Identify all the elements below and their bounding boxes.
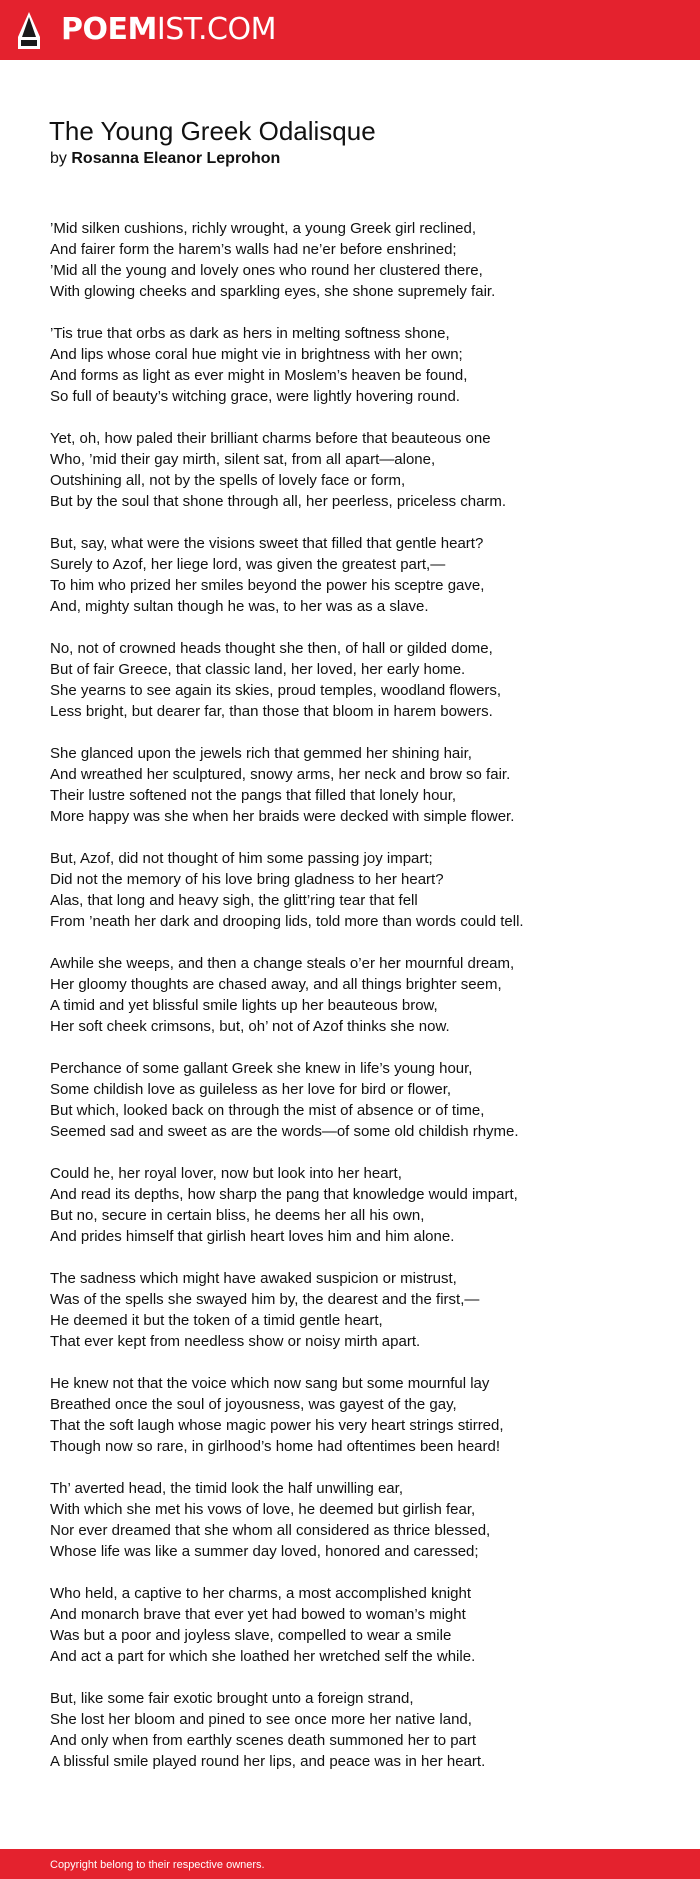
poem-stanza	[50, 1373, 524, 1457]
poem-line: She lost her bloom and pined to see once more her native land,	[50, 1711, 472, 1728]
poem-line: But no, secure in certain bliss, he deems her all his own,	[50, 1207, 425, 1224]
poem-line: So full of beauty’s witching grace, were lightly hovering round.	[50, 388, 460, 405]
poem-line: And act a part for which she loathed her wretched self the while.	[50, 1648, 476, 1665]
poem-line: Some childish love as guileless as her love for bird or flower,	[50, 1081, 452, 1098]
poem-line: He deemed it but the token of a timid gentle heart,	[50, 1312, 383, 1329]
poem-line: That ever kept from needless show or noisy mirth apart.	[50, 1333, 421, 1350]
poem-title: The Young Greek Odalisque	[49, 116, 376, 146]
poem-line: More happy was she when her braids were decked with simple flower.	[50, 808, 515, 825]
poem-body	[50, 218, 524, 1793]
poem-line: Could he, her royal lover, now but look into her heart,	[50, 1165, 402, 1182]
poem-line: ’Tis true that orbs as dark as hers in melting softness shone,	[50, 325, 450, 342]
poem-line: Nor ever dreamed that she whom all considered as thrice blessed,	[50, 1522, 491, 1539]
poem-stanza	[50, 638, 524, 722]
poem-line: Less bright, but dearer far, than those that bloom in harem bowers.	[50, 703, 493, 720]
poem-line: Th’ averted head, the timid look the half unwilling ear,	[50, 1480, 403, 1497]
poem-stanza	[50, 1163, 524, 1247]
poem-line: The sadness which might have awaked suspicion or mistrust,	[50, 1270, 457, 1287]
poem-line: Awhile she weeps, and then a change steals o’er her mournful dream,	[50, 955, 515, 972]
poem-line: Seemed sad and sweet as are the words—of some old childish rhyme.	[50, 1123, 519, 1140]
poem-stanza	[50, 743, 524, 827]
poem-line: But, like some fair exotic brought unto a foreign strand,	[50, 1690, 414, 1707]
poem-line: Her soft cheek crimsons, but, oh’ not of Azof thinks she now.	[50, 1018, 450, 1035]
poem-line: That the soft laugh whose magic power his very heart strings stirred,	[50, 1417, 504, 1434]
poem-author: Rosanna Eleanor Leprohon	[71, 150, 281, 167]
site-logo[interactable]	[61, 12, 276, 48]
poem-line: A timid and yet blissful smile lights up her beauteous brow,	[50, 997, 438, 1014]
poem-line: But, say, what were the visions sweet that filled that gentle heart?	[50, 535, 484, 552]
poem-line: Was but a poor and joyless slave, compelled to wear a smile	[50, 1627, 452, 1644]
poem-line: Whose life was like a summer day loved, honored and caressed;	[50, 1543, 479, 1560]
poem-stanza	[50, 533, 524, 617]
poem-line: Who, ’mid their gay mirth, silent sat, from all apart—alone,	[50, 451, 436, 468]
poem-line: He knew not that the voice which now sang but some mournful lay	[50, 1375, 490, 1392]
poem-stanza	[50, 1058, 524, 1142]
poem-line: And prides himself that girlish heart loves him and him alone.	[50, 1228, 455, 1245]
poem-line: And wreathed her sculptured, snowy arms, her neck and brow so fair.	[50, 766, 511, 783]
poem-line: Perchance of some gallant Greek she knew in life’s young hour,	[50, 1060, 473, 1077]
poem-line: But by the soul that shone through all, her peerless, priceless charm.	[50, 493, 507, 510]
poem-line: To him who prized her smiles beyond the power his sceptre gave,	[50, 577, 485, 594]
poem-line: But of fair Greece, that classic land, her loved, her early home.	[50, 661, 466, 678]
poem-line: Their lustre softened not the pangs that filled that lonely hour,	[50, 787, 457, 804]
logo-bold-text: POEM	[61, 12, 157, 47]
poem-stanza	[50, 1268, 524, 1352]
poem-line: She glanced upon the jewels rich that gemmed her shining hair,	[50, 745, 472, 762]
poem-stanza	[50, 1583, 524, 1667]
poem-line: Surely to Azof, her liege lord, was given the greatest part,—	[50, 556, 446, 573]
poem-stanza	[50, 1478, 524, 1562]
logo-light-text: IST.COM	[156, 12, 276, 47]
poem-line: Breathed once the soul of joyousness, was gayest of the gay,	[50, 1396, 457, 1413]
poem-stanza	[50, 1688, 524, 1772]
poem-line: Alas, that long and heavy sigh, the glitt’ring tear that fell	[50, 892, 418, 909]
poem-line: And read its depths, how sharp the pang that knowledge would impart,	[50, 1186, 518, 1203]
poem-line: Though now so rare, in girlhood’s home had oftentimes been heard!	[50, 1438, 501, 1455]
poem-line: Was of the spells she swayed him by, the dearest and the first,—	[50, 1291, 480, 1308]
poem-line: And fairer form the harem’s walls had ne’er before enshrined;	[50, 241, 457, 258]
poem-stanza	[50, 323, 524, 407]
poem-line: ’Mid silken cushions, richly wrought, a young Greek girl reclined,	[50, 220, 477, 237]
poem-line: And forms as light as ever might in Moslem’s heaven be found,	[50, 367, 468, 384]
poem-line: Yet, oh, how paled their brilliant charms before that beauteous one	[50, 430, 491, 447]
poem-line: And lips whose coral hue might vie in brightness with her own;	[50, 346, 463, 363]
poem-line: A blissful smile played round her lips, and peace was in her heart.	[50, 1753, 486, 1770]
poem-line: Did not the memory of his love bring gladness to her heart?	[50, 871, 444, 888]
site-footer	[0, 1849, 700, 1879]
poem-line: And, mighty sultan though he was, to her was as a slave.	[50, 598, 429, 615]
poem-byline	[50, 148, 280, 170]
poem-line: Outshining all, not by the spells of lovely face or form,	[50, 472, 406, 489]
poem-line: ’Mid all the young and lovely ones who round her clustered there,	[50, 262, 483, 279]
poem-stanza	[50, 218, 524, 302]
poem-line: Who held, a captive to her charms, a most accomplished knight	[50, 1585, 472, 1602]
poem-line: From ’neath her dark and drooping lids, told more than words could tell.	[50, 913, 524, 930]
poem-line: And only when from earthly scenes death summoned her to part	[50, 1732, 477, 1749]
poem-line: With which she met his vows of love, he deemed but girlish fear,	[50, 1501, 476, 1518]
poem-line: Her gloomy thoughts are chased away, and all things brighter seem,	[50, 976, 502, 993]
poem-line: And monarch brave that ever yet had bowed to woman’s might	[50, 1606, 466, 1623]
poem-stanza	[50, 848, 524, 932]
poem-stanza	[50, 953, 524, 1037]
copyright-text: Copyright belong to their respective owners.	[50, 1859, 265, 1871]
poem-line: With glowing cheeks and sparkling eyes, she shone supremely fair.	[50, 283, 496, 300]
by-label: by	[50, 150, 67, 167]
poem-line: She yearns to see again its skies, proud temples, woodland flowers,	[50, 682, 502, 699]
poem-stanza	[50, 428, 524, 512]
poem-line: But, Azof, did not thought of him some passing joy impart;	[50, 850, 433, 867]
pen-nib-icon[interactable]	[16, 11, 42, 51]
site-header	[0, 0, 700, 60]
poem-line: But which, looked back on through the mist of absence or of time,	[50, 1102, 485, 1119]
poem-line: No, not of crowned heads thought she then, of hall or gilded dome,	[50, 640, 493, 657]
